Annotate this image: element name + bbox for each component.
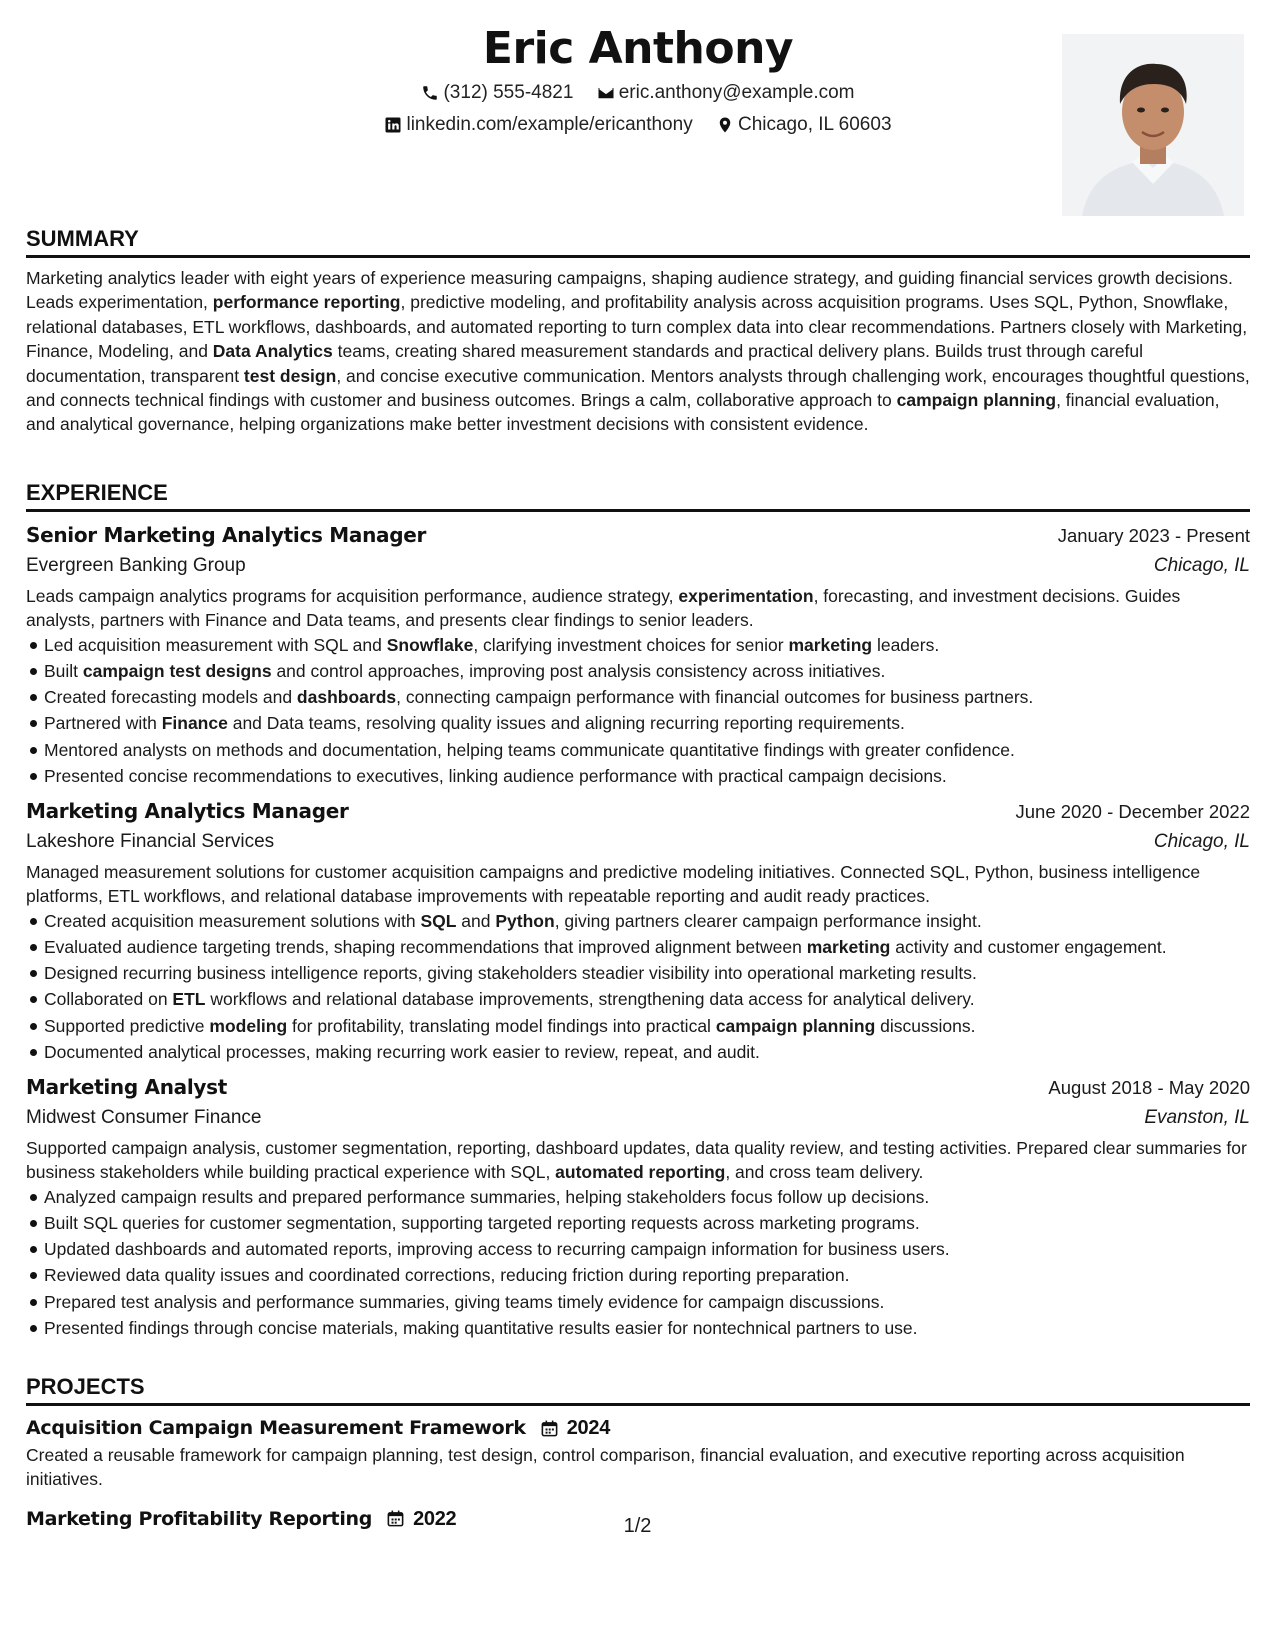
bullet-item <box>44 1263 1250 1287</box>
projects-heading: PROJECTS <box>26 1373 1250 1406</box>
text-run: Evaluated audience targeting trends, shaping recommendations that improved alignment between <box>44 937 807 958</box>
project-year: 2022 <box>413 1507 457 1530</box>
bullet-item <box>44 1211 1250 1235</box>
bullet-item <box>44 738 1250 762</box>
profile-photo <box>1062 34 1244 216</box>
text-run: Documented analytical processes, making recurring work easier to review, repeat, and audit. <box>44 1041 760 1062</box>
text-run: Partnered with <box>44 713 162 734</box>
text-run: teams, creating shared measurement standards and practical delivery plans. Builds trust through careful documentation, transparent <box>26 341 1144 386</box>
text-run: and <box>456 910 496 931</box>
portrait-image <box>1062 34 1244 216</box>
project-description: Created a reusable framework for campaign planning, test design, control comparison, financial evaluation, and executive reporting across acquisition initiatives. <box>26 1445 1185 1490</box>
text-run: Presented findings through concise materials, making quantitative results easier for nontechnical partners to use. <box>44 1317 918 1338</box>
emphasis-text: campaign planning <box>715 1015 876 1036</box>
job-title: Senior Marketing Analytics Manager <box>26 523 427 547</box>
text-run: , connecting campaign performance with financial outcomes for business partners. <box>396 687 1034 708</box>
linkedin-icon <box>384 116 402 134</box>
emphasis-text: Python <box>495 910 555 931</box>
emphasis-text: test design <box>243 365 337 386</box>
text-run: Supported predictive <box>44 1015 210 1036</box>
text-run: Analyzed campaign results and prepared performance summaries, helping stakeholders focus follow up decisions. <box>44 1186 930 1207</box>
text-run: for profitability, translating model findings into practical <box>287 1015 716 1036</box>
bullet-item <box>44 1237 1250 1261</box>
summary-heading: SUMMARY <box>26 225 1250 258</box>
project-year: 2024 <box>566 1417 611 1439</box>
job-location: Chicago, IL <box>1153 555 1250 576</box>
job-dates: January 2023 - Present <box>1057 525 1250 546</box>
text-run: Created acquisition measurement solutions with <box>44 910 421 931</box>
project-entry <box>26 1413 1250 1492</box>
emphasis-text: modeling <box>209 1015 288 1036</box>
contact-phone <box>421 80 573 106</box>
job-bullets <box>26 1185 1250 1340</box>
bullet-item <box>44 1014 1250 1038</box>
emphasis-text: campaign planning <box>896 390 1057 411</box>
text-run: Prepared test analysis and performance summaries, giving teams timely evidence for campaign discussions. <box>44 1291 885 1312</box>
text-run: discussions. <box>875 1015 976 1036</box>
emphasis-text: automated reporting <box>555 1162 726 1183</box>
text-run: workflows and relational database improvements, strengthening data access for analytical delivery. <box>205 989 975 1010</box>
job-dates: August 2018 - May 2020 <box>1048 1077 1250 1099</box>
bullet-item <box>44 987 1250 1011</box>
job-title: Marketing Analyst <box>26 1075 227 1100</box>
phone-text: (312) 555-4821 <box>443 82 574 103</box>
bullet-item <box>44 961 1250 985</box>
bullet-item <box>44 909 1250 933</box>
job-entry <box>26 520 1250 788</box>
bullet-item <box>44 1290 1250 1314</box>
job-description <box>26 584 1250 633</box>
emphasis-text: Snowflake <box>386 634 474 655</box>
text-run: and control approaches, improving post analysis consistency across initiatives. <box>271 661 886 682</box>
email-link[interactable]: eric.anthony@example.com <box>618 82 855 103</box>
text-run: Updated dashboards and automated reports, improving access to recurring campaign information for business users. <box>44 1239 950 1260</box>
text-run: , and concise executive communication. Mentors analysts through challenging work, encourages thoughtful questions, and connects technical findings with customer and business outcomes. Brings a calm, collaborative approach to <box>26 365 1250 411</box>
experience-heading: EXPERIENCE <box>26 479 1250 512</box>
text-run: , giving partners clearer campaign performance insight. <box>554 910 982 931</box>
bullet-item <box>44 1040 1250 1064</box>
text-run: Designed recurring business intelligence reports, giving stakeholders steadier visibility into operational marketing results. <box>44 963 977 984</box>
text-run: , predictive modeling, and profitability analysis across acquisition programs. Uses SQL, Python, Snowflake, relational databases, ETL workflows, dashboards, and automated reporting to turn complex data into clear recommendations. Partners closely with Marketing, Finance, Modeling, and <box>26 292 1248 362</box>
emphasis-text: Data Analytics <box>212 341 333 362</box>
linkedin-link[interactable]: linkedin.com/example/ericanthony <box>406 114 693 135</box>
text-run: activity and customer engagement. <box>890 937 1167 958</box>
job-dates: June 2020 - December 2022 <box>1015 801 1250 823</box>
bullet-item <box>44 659 1250 683</box>
emphasis-text: dashboards <box>296 687 397 708</box>
job-location: Evanston, IL <box>1144 1107 1250 1129</box>
location-text: Chicago, IL 60603 <box>737 114 892 135</box>
projects-section <box>26 1373 1250 1534</box>
contact-linkedin[interactable] <box>384 112 692 138</box>
summary-section <box>26 225 1250 437</box>
text-run: Marketing analytics leader with eight years of experience measuring campaigns, shaping audience strategy, and guiding financial services growth decisions. Leads experimentation, <box>26 268 1233 313</box>
job-bullets <box>26 633 1250 788</box>
company-name: Lakeshore Financial Services <box>26 831 275 853</box>
text-run: Supported campaign analysis, customer segmentation, reporting, dashboard updates, data quality review, and testing activities. Prepared clear summaries for business stakeholders while building practical experience with SQL, <box>26 1138 1247 1183</box>
page-number: 1/2 <box>623 1515 652 1537</box>
job-bullets <box>26 909 1250 1064</box>
experience-section <box>26 479 1250 1342</box>
emphasis-text: Finance <box>161 713 228 734</box>
bullet-item <box>44 711 1250 735</box>
text-run: Built SQL queries for customer segmentation, supporting targeted reporting requests across marketing programs. <box>44 1213 920 1234</box>
contact-location <box>716 112 892 138</box>
job-description <box>26 860 1250 909</box>
bullet-item <box>44 764 1250 788</box>
bullet-item <box>44 1185 1250 1209</box>
text-run: Leads campaign analytics programs for acquisition performance, audience strategy, <box>26 586 679 606</box>
bullet-item <box>44 633 1250 657</box>
emphasis-text: experimentation <box>678 586 814 606</box>
company-name: Midwest Consumer Finance <box>26 1107 262 1129</box>
resume-page <box>26 22 1250 1530</box>
job-title: Marketing Analytics Manager <box>26 799 349 824</box>
job-location: Chicago, IL <box>1153 831 1250 853</box>
text-run: Presented concise recommendations to executives, linking audience performance with practical campaign decisions. <box>44 765 947 786</box>
emphasis-text: marketing <box>806 937 891 958</box>
text-run: Built <box>44 661 83 682</box>
contact-email[interactable] <box>597 80 855 106</box>
text-run: Led acquisition measurement with SQL and <box>44 634 387 655</box>
text-run: , clarifying investment choices for senior <box>473 634 789 655</box>
text-run: leaders. <box>872 634 940 655</box>
summary-text <box>26 266 1250 437</box>
text-run: , forecasting, and investment decisions. Guides analysts, partners with Finance and Data teams, and presents clear findings to senior leaders. <box>26 586 1181 631</box>
project-name: Marketing Profitability Reporting <box>26 1507 373 1530</box>
emphasis-text: ETL <box>172 989 206 1010</box>
emphasis-text: marketing <box>788 634 873 655</box>
text-run: Mentored analysts on methods and documentation, helping teams communicate quantitative findings with greater confidence. <box>44 739 1015 760</box>
text-run: , and cross team delivery. <box>725 1162 924 1183</box>
bullet-item <box>44 1316 1250 1340</box>
text-run: Collaborated on <box>44 989 173 1010</box>
map-pin-icon <box>716 116 734 134</box>
company-name: Evergreen Banking Group <box>26 555 246 576</box>
calendar-icon <box>540 1419 559 1438</box>
text-run: Managed measurement solutions for customer acquisition campaigns and predictive modeling initiatives. Connected SQL, Python, business intelligence platforms, ETL workflows, and relational database improvements with repeatable reporting and audit ready practices. <box>26 862 1201 907</box>
text-run: , financial evaluation, and analytical governance, helping organizations make better investment decisions with consistent evidence. <box>26 390 1220 435</box>
candidate-name: Eric Anthony <box>482 23 794 74</box>
phone-icon <box>421 84 439 102</box>
job-description <box>26 1136 1250 1185</box>
project-name: Acquisition Campaign Measurement Framework <box>26 1417 526 1439</box>
text-run: Reviewed data quality issues and coordinated corrections, reducing friction during reporting preparation. <box>44 1265 850 1286</box>
emphasis-text: performance reporting <box>212 292 401 313</box>
text-run: Created forecasting models and <box>44 687 297 708</box>
resume-header <box>26 22 1250 220</box>
job-entry <box>26 1072 1250 1340</box>
emphasis-text: SQL <box>420 910 457 931</box>
envelope-icon <box>597 84 615 102</box>
bullet-item <box>44 935 1250 959</box>
text-run: and Data teams, resolving quality issues and aligning recurring reporting requirements. <box>227 713 905 734</box>
emphasis-text: campaign test designs <box>82 661 272 682</box>
bullet-item <box>44 685 1250 709</box>
job-entry <box>26 796 1250 1064</box>
